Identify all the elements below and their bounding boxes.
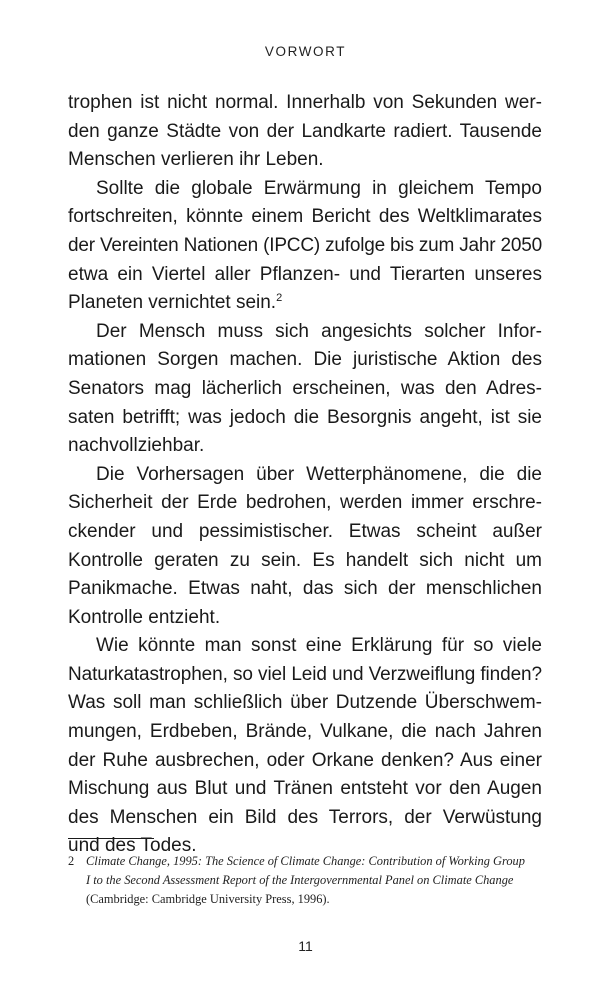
body-line: des Menschen ein Bild des Terrors, der Verwüstung: [68, 806, 542, 828]
body-line: Sicherheit der Erde bedrohen, werden immer erschre-: [68, 492, 542, 514]
body-line-text: Planeten vernichtet sein.: [68, 292, 277, 314]
body-line: Mischung aus Blut und Tränen entsteht vor den Augen: [68, 778, 542, 800]
body-line: Die Vorhersagen über Wetterphänomene, die die: [96, 463, 542, 485]
body-line: und des Todes.: [68, 835, 197, 857]
body-line: Wie könnte man sonst eine Erklärung für so viele: [96, 635, 542, 657]
body-line: Kontrolle entzieht.: [68, 606, 221, 628]
body-line: nachvollziehbar.: [68, 435, 205, 457]
body-line: etwa ein Viertel aller Pflanzen- und Tierarten unseres: [68, 263, 542, 285]
footnote-divider: [68, 838, 154, 839]
body-line: mationen Sorgen machen. Die juristische Aktion des: [68, 349, 542, 371]
body-line: Kontrolle geraten zu sein. Es handelt sich nicht um: [68, 549, 542, 571]
footnote-citation-title: Climate Change, 1995: The Science of Climate Change: Contribution of Working Group: [86, 854, 525, 868]
body-line: Menschen verlieren ihr Leben.: [68, 149, 324, 171]
body-line: trophen ist nicht normal. Innerhalb von Sekunden wer-: [68, 92, 542, 113]
body-line: der Vereinten Nationen (IPCC) zufolge bis zum Jahr 2050: [68, 234, 542, 256]
footnote-reference[interactable]: 2: [276, 292, 283, 305]
body-line: Panikmache. Etwas naht, das sich der menschlichen: [68, 578, 542, 600]
body-line: Naturkatastrophen, so viel Leid und Verzweiflung finden?: [68, 663, 542, 685]
body-line: den ganze Städte von der Landkarte radiert. Tausende: [68, 120, 542, 142]
running-head: VORWORT: [264, 44, 347, 59]
body-line: der Ruhe ausbrechen, oder Orkane denken? Aus einer: [68, 749, 542, 771]
footnote-number: 2: [68, 854, 75, 868]
footnote-citation-title: I to the Second Assessment Report of the Intergovernmental Panel on Climate Change: [86, 873, 514, 887]
footnote-line: (Cambridge: Cambridge University Press, 1996).: [86, 892, 330, 906]
body-line-with-note: [68, 289, 542, 318]
footnote-line: [86, 871, 546, 890]
body-line: fortschreiten, könnte einem Bericht des Weltklimarates: [68, 206, 542, 228]
body-line: mungen, Erdbeben, Brände, Vulkane, die nach Jahren: [68, 721, 542, 743]
footnote-body: [86, 852, 546, 909]
body-line: Sollte die globale Erwärmung in gleichem Tempo: [96, 177, 542, 199]
body-line: Was soll man schließlich über Dutzende Überschwem-: [68, 692, 542, 714]
footnote-line: [86, 852, 546, 871]
body-line: Senators mag lächerlich erscheinen, was den Adres-: [68, 377, 542, 399]
body-line: Der Mensch muss sich angesichts solcher Infor-: [96, 320, 542, 342]
body-line: ckender und pessimistischer. Etwas scheint außer: [68, 520, 542, 542]
page-number: 11: [298, 938, 313, 954]
body-line: saten betrifft; was jedoch die Besorgnis angeht, ist sie: [68, 406, 542, 428]
body-text: [68, 89, 542, 861]
